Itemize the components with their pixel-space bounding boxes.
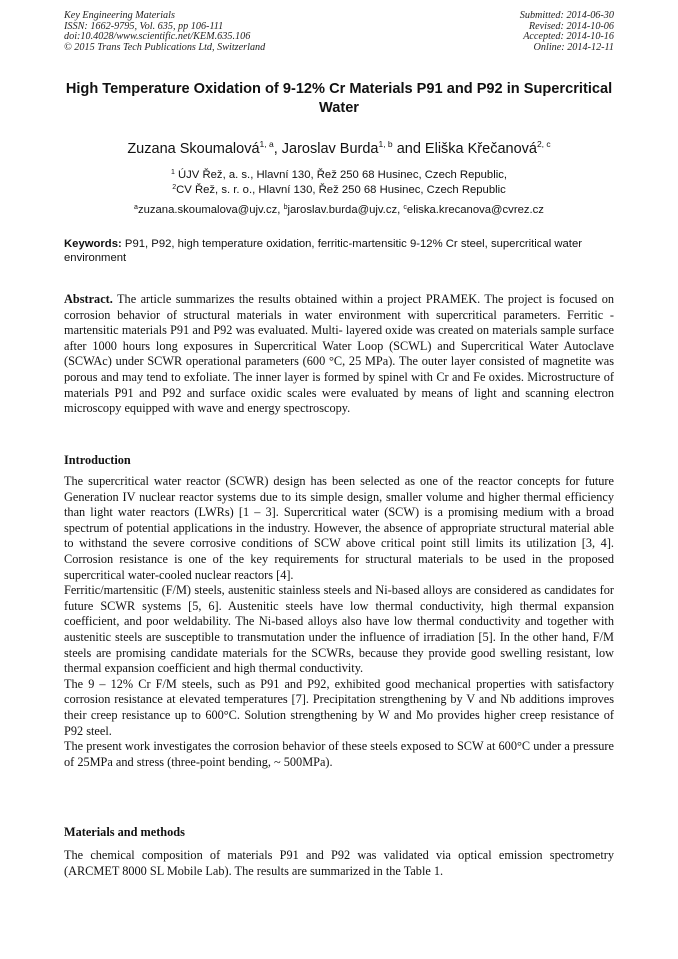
author-name: Eliška Křečanová: [424, 141, 537, 157]
email-separator: ,: [277, 204, 284, 216]
introduction-body: [64, 474, 614, 770]
author-affiliation-marker: 1, b: [378, 139, 393, 149]
affiliation: [64, 183, 614, 198]
affiliation-marker: 1: [170, 169, 175, 176]
doi-line: doi:10.4028/www.scientific.net/KEM.635.106: [64, 31, 251, 42]
journal-name: Key Engineering Materials: [64, 10, 175, 21]
author-affiliation-marker: 2, c: [536, 139, 551, 149]
methods-heading: Materials and methods: [64, 825, 185, 839]
affiliation-text: ÚJV Řež, a. s., Hlavní 130, Řež 250 68 Husinec, Czech Republic,: [178, 169, 508, 181]
online-date: Online: 2014-12-11: [533, 41, 614, 53]
keywords-label: Keywords:: [64, 238, 122, 250]
accepted-date: Accepted: 2014-10-16: [523, 31, 614, 42]
email-separator: ,: [397, 204, 404, 216]
introduction-heading: Introduction: [64, 453, 131, 467]
paper-title: High Temperature Oxidation of 9-12% Cr Materials P91 and P92 in Supercritical Water: [65, 81, 613, 116]
abstract: [64, 292, 614, 417]
paragraph: The supercritical water reactor (SCWR) design has been selected as one of the reactor concepts for future Generation IV nuclear reactor systems due to its simple design, smaller volume and higher thermal efficiency than light water reactors (LWRs) [1 – 3]. Supercritical water (SCW) is a promising medium with a broad spectrum of potential applications in the industry. However, the absence of appropriate structural material able to withstand the severe corrosive conditions of SCW above critical point still limits its utilization [3, 4]. Corrosion resistance is one of the key requirements for structural materials to be used in the proposed supercritical water-cooled nuclear reactors [4].: [64, 474, 614, 582]
paragraph: The present work investigates the corrosion behavior of these steels exposed to SCW at 600°C under a pressure of 25MPa and stress (three-point bending, ~ 500MPa).: [64, 739, 614, 769]
revised-date: Revised: 2014-10-06: [528, 20, 614, 32]
abstract-label: Abstract.: [64, 292, 113, 306]
email-marker: c: [403, 204, 407, 211]
email-address: zuzana.skoumalova@ujv.cz: [137, 204, 278, 216]
journal-info: [64, 11, 265, 53]
affiliation-marker: 2: [172, 184, 177, 191]
submitted-date: Submitted: 2014-06-30: [519, 10, 614, 21]
author-name: Jaroslav Burda: [281, 141, 379, 157]
copyright-line: © 2015 Trans Tech Publications Ltd, Switzerland: [64, 41, 266, 53]
publication-dates: [520, 11, 614, 53]
affiliation-text: CV Řež, s. r. o., Hlavní 130, Řež 250 68 Husinec, Czech Republic: [176, 184, 506, 196]
author-name: Zuzana Skoumalová: [127, 141, 260, 157]
methods-body: The chemical composition of materials P91 and P92 was validated via optical emission spectrometry (ARCMET 8000 SL Mobile Lab). The results are summarized in the Table 1.: [64, 848, 614, 878]
email-marker: a: [134, 204, 138, 211]
email-address: eliska.krecanova@cvrez.cz: [406, 204, 544, 216]
keywords-text: P91, P92, high temperature oxidation, ferritic-martensitic 9-12% Cr steel, supercritical water environment: [64, 238, 582, 264]
author-separator: ,: [273, 141, 282, 157]
keywords: [64, 237, 614, 265]
paragraph: Ferritic/martensitic (F/M) steels, austenitic stainless steels and Ni-based alloys are considered as candidates for future SCWR systems [5, 6]. Austenitic steels have low thermal conductivity, high thermal expansion coefficient, and poor weldability. The Ni-based alloys also have low thermal conductivity and together with austenitic steels are susceptible to transmutation under the influence of irradiation [5]. In the other hand, F/M steels are promising candidate materials for the SCWRs, because they provide good swelling resistant, low thermal expansion coefficient and high thermal conductivity.: [64, 583, 614, 676]
author-separator: and: [392, 141, 425, 157]
affiliation-list: [64, 168, 614, 198]
email-marker: b: [283, 204, 288, 211]
paragraph: The 9 – 12% Cr F/M steels, such as P91 and P92, exhibited good mechanical properties with satisfactory corrosion resistance at elevated temperatures [7]. Precipitation strengthening by V and Nb additions improves their creep resistance up to 600°C. Solution strengthening by W and Mo provides higher creep resistance of P92 steel.: [64, 676, 614, 738]
email-address: jaroslav.burda@ujv.cz: [287, 204, 398, 216]
issn-line: ISSN: 1662-9795, Vol. 635, pp 106-111: [64, 20, 224, 32]
email-list: [64, 203, 614, 218]
author-affiliation-marker: 1, a: [259, 139, 274, 149]
affiliation: [64, 168, 614, 183]
author-list: [64, 140, 614, 158]
abstract-text: The article summarizes the results obtained within a project PRAMEK. The project is focused on corrosion behavior of structural materials in water environment with supercritical parameters. Ferritic - martensitic materials P91 and P92 was evaluated. Multi- layered oxide was created on materials sample surface after 1000 hours long exposures in Supercritical Water Loop (SCWL) and Supercritical Water Autoclave (SCWAc) under SCWR operational parameters (600 °C, 25 MPa). The outer layer consisted of magnetite was porous and may tend to exfoliate. The inner layer is formed by spinel with Cr and Fe oxides. Microstructure of materials P91 and P92 and surface oxidic scales were evaluated by means of light and scanning electron microscopy equipped with wave and energy spectroscopy.: [64, 292, 614, 416]
